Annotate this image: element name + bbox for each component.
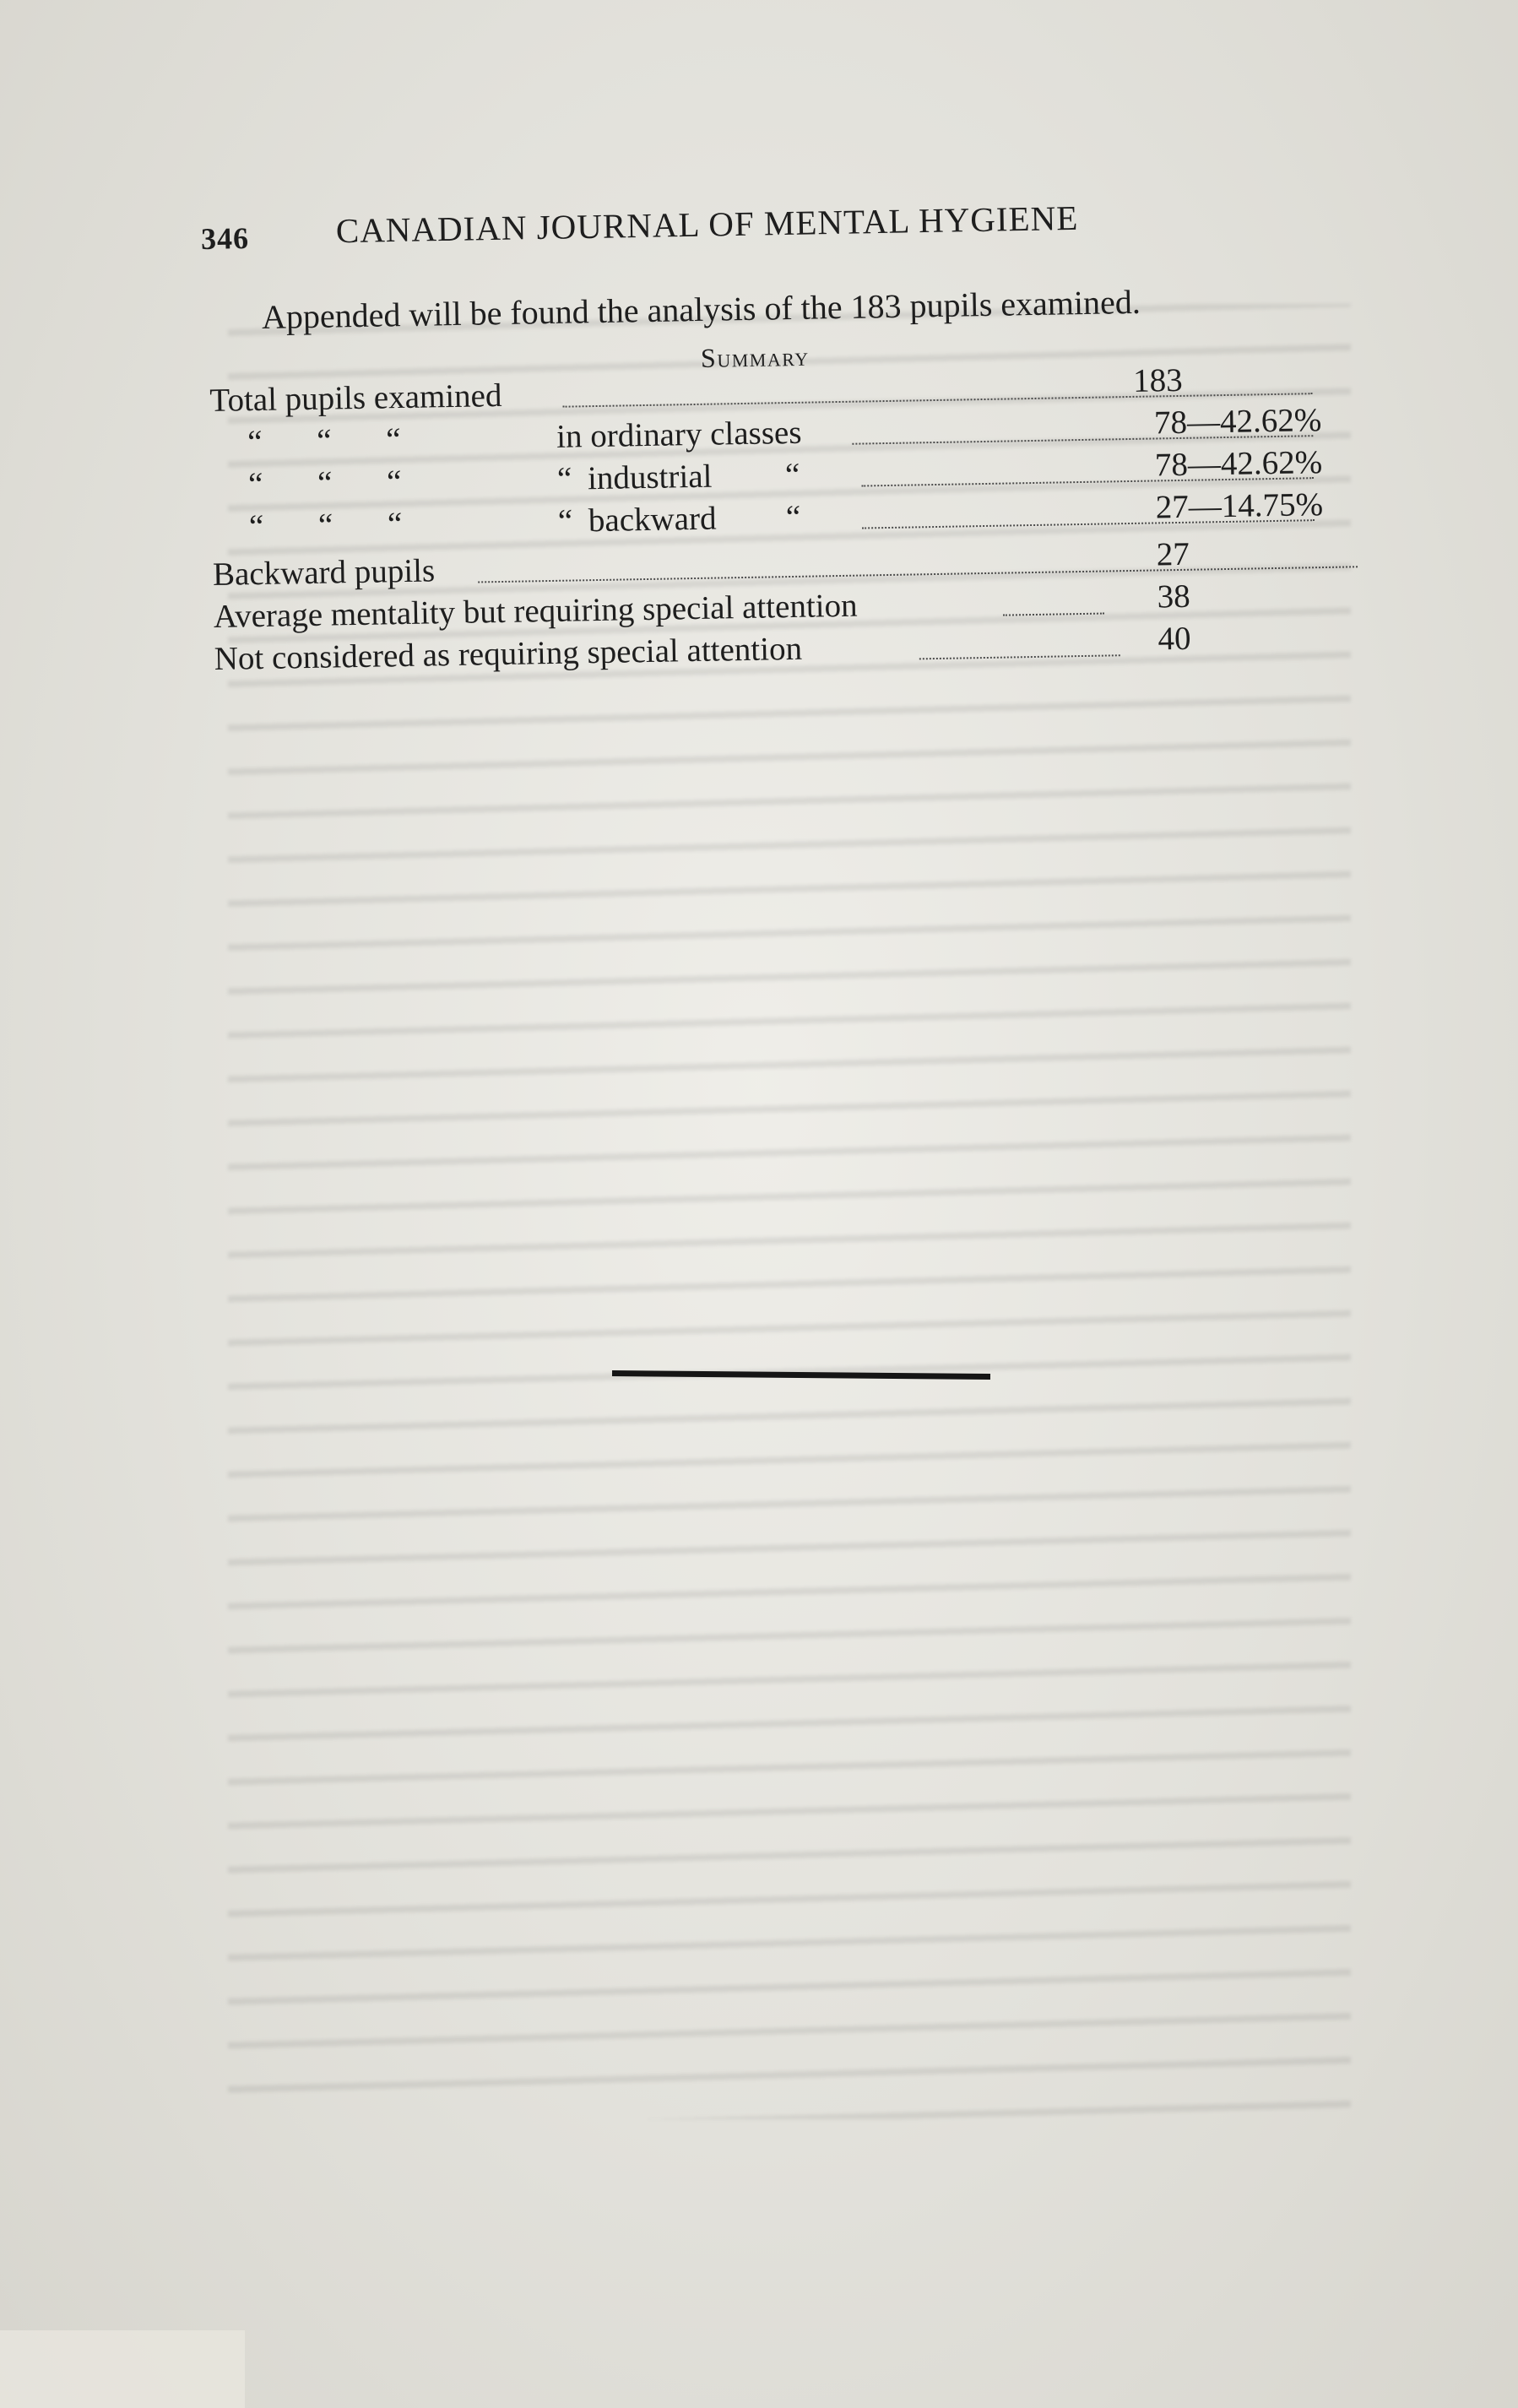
page-number: 346 [200, 221, 250, 256]
ditto-mark: “ [316, 422, 332, 459]
intro-paragraph: Appended will be found the analysis of the 183 pupils examined. [261, 282, 1141, 336]
ditto-mark: “ [385, 421, 401, 458]
row-value: 27 [1156, 535, 1190, 573]
row-value: 38 [1157, 578, 1190, 616]
row-label: Average mentality but requiring special attention [213, 587, 858, 635]
ditto-mark: “ [785, 498, 801, 536]
paper-edge-tab [0, 2330, 245, 2408]
row-label: Total pupils examined [209, 377, 502, 419]
ditto-mark: “ [317, 464, 333, 502]
summary-table [209, 361, 1396, 682]
ditto-mark: “ [247, 465, 263, 503]
dot-leader [919, 654, 1120, 659]
ditto-mark: “ [317, 507, 333, 544]
row-label: in ordinary classes [556, 414, 802, 455]
row-label: backward [588, 500, 717, 540]
row-value: 183 [1132, 361, 1184, 399]
ditto-mark: “ [247, 423, 263, 461]
dot-leader [1003, 613, 1104, 616]
running-title: CANADIAN JOURNAL OF MENTAL HYGIENE [335, 198, 1079, 251]
ditto-mark: “ [386, 464, 402, 501]
row-label: Backward pupils [212, 552, 436, 593]
ditto-mark: “ [248, 507, 264, 545]
summary-heading: Summary [700, 340, 810, 373]
row-label: industrial [587, 458, 713, 497]
ditto-mark: “ [556, 460, 572, 497]
row-value: 40 [1157, 620, 1191, 658]
page-header [200, 194, 1248, 263]
ditto-mark: “ [387, 506, 403, 543]
row-value: 78—42.62% [1154, 444, 1323, 484]
row-value: 27—14.75% [1155, 486, 1324, 526]
ditto-mark: “ [784, 456, 800, 494]
row-value: 78—42.62% [1153, 402, 1322, 442]
ditto-mark: “ [557, 502, 573, 540]
row-label: Not considered as requiring special attention [214, 630, 803, 677]
